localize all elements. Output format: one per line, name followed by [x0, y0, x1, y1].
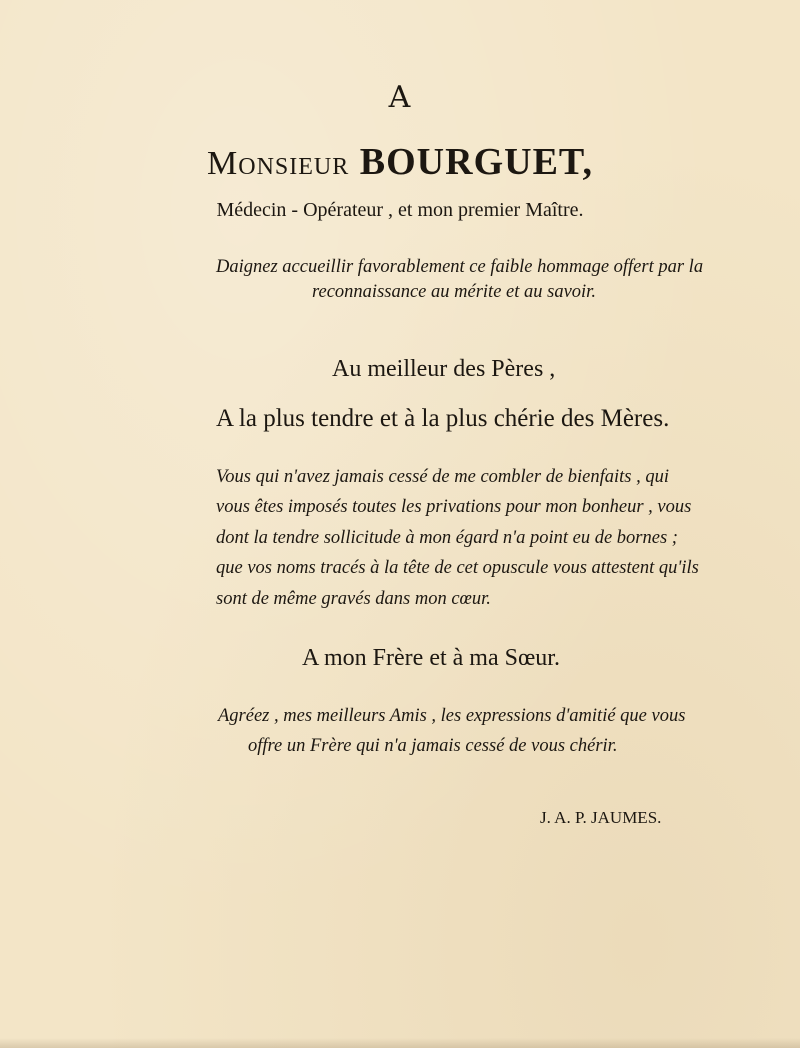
page-edge [0, 1038, 800, 1048]
author-signature: J. A. P. JAUMES. [540, 808, 662, 827]
dedicatee-surname: BOURGUET, [359, 141, 593, 183]
paragraph-parents-line-2: vous êtes imposés toutes les privations pour mon bonheur , vous [216, 497, 692, 517]
paragraph-parents-line-3: dont la tendre sollicitude à mon égard n'a point eu de bornes ; [216, 528, 678, 548]
parents-heading-fathers: Au meilleur des Pères , [332, 356, 556, 382]
dedication-heading: A [388, 80, 412, 115]
dedicatee-name [0, 140, 800, 184]
paragraph-teacher-line-1: Daignez accueillir favorablement ce faible hommage offert par la [216, 257, 704, 277]
paragraph-siblings-line-1: Agréez , mes meilleurs Amis , les expressions d'amitié que vous [218, 706, 686, 726]
paragraph-siblings-line-2: offre un Frère qui n'a jamais cessé de vous chérir. [248, 736, 618, 756]
parents-heading-mothers: A la plus tendre et à la plus chérie des Mères. [216, 405, 670, 432]
dedicatee-title: Monsieur [207, 145, 350, 182]
dedicatee-profession: Médecin - Opérateur , et mon premier Maître. [216, 199, 584, 221]
paragraph-parents-line-1: Vous qui n'avez jamais cessé de me combler de bienfaits , qui [216, 467, 670, 487]
paragraph-parents-line-5: sont de même gravés dans mon cœur. [216, 589, 491, 609]
siblings-heading: A mon Frère et à ma Sœur. [302, 645, 560, 671]
paragraph-parents-line-4: que vos noms tracés à la tête de cet opuscule vous attestent qu'ils [216, 558, 699, 578]
paragraph-teacher-line-2: reconnaissance au mérite et au savoir. [312, 282, 596, 302]
